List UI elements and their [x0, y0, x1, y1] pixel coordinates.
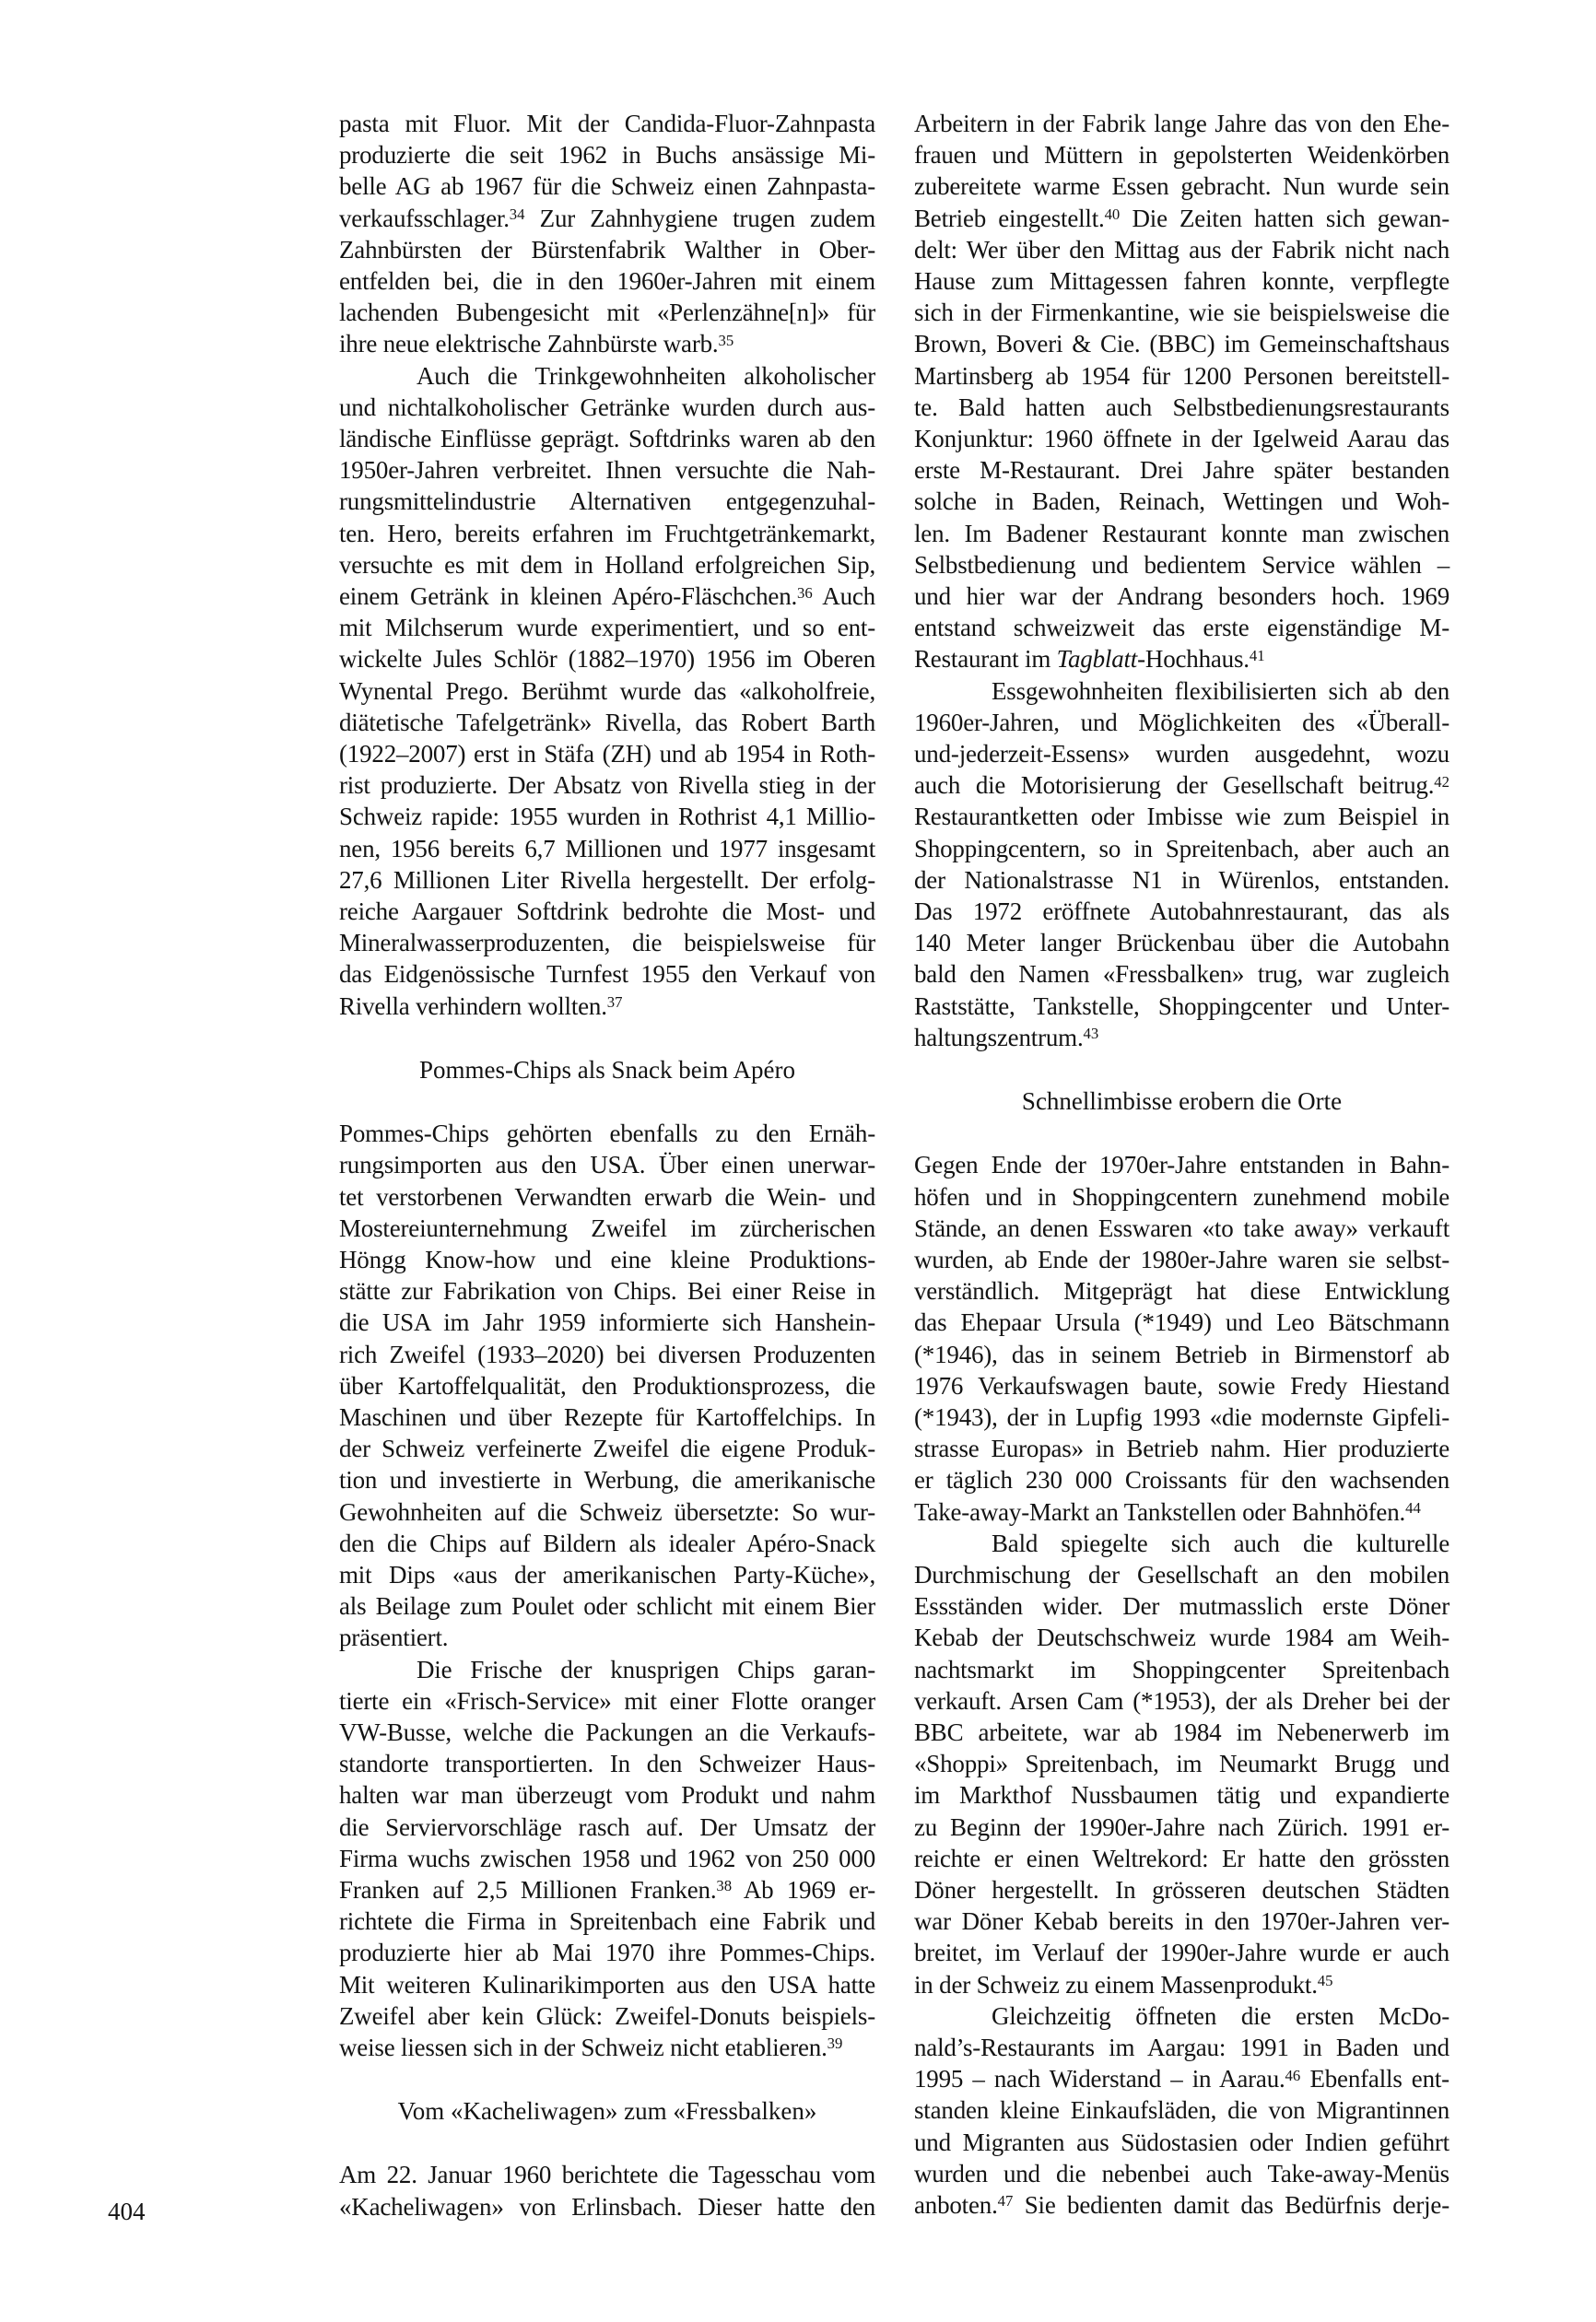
- text-line: wurden, ab Ende der 1980er-Jahre waren sie selbst-: [914, 1245, 1449, 1273]
- footnote-marker: 38: [716, 1877, 733, 1895]
- text-line: das Eidgenössische Turnfest 1955 den Verkauf von: [339, 960, 875, 989]
- text-line: Essständen wider. Der mutmasslich erste Döner: [914, 1592, 1449, 1621]
- text-line: 140 Meter langer Brückenbau über die Autobahn: [914, 929, 1449, 957]
- footnote-marker: 39: [827, 2035, 843, 2053]
- text-line: Maschinen und über Rezepte für Kartoffelchips. In: [339, 1402, 875, 1431]
- text-line: (*1946), das in seinem Betrieb in Birmenstorf ab: [914, 1340, 1449, 1368]
- text-line: Arbeitern in der Fabrik lange Jahre das von den Ehe-: [914, 110, 1449, 137]
- text-line: standen kleine Einkaufsläden, die von Migrantinnen: [914, 2096, 1449, 2125]
- text-line: Auch die Trinkgewohnheiten alkoholischer: [417, 361, 875, 390]
- text-line: Firma wuchs zwischen 1958 und 1962 von 250 000: [339, 1844, 875, 1872]
- text-line: über Kartoffelqualität, den Produktionsprozess, die: [339, 1371, 875, 1400]
- text-line: ihre neue elektrische Zahnbürste warb.$^{35}$: [339, 330, 734, 358]
- footnote-marker: 42: [1434, 772, 1449, 791]
- text-line: Restaurant im Tagblatt-Hochhaus.$^{41}$: [914, 645, 1265, 674]
- text-line: präsentiert.: [339, 1624, 449, 1652]
- text-line: der Schweiz verfeinerte Zweifel die eigene Produk-: [339, 1435, 875, 1463]
- text-line: rist produzierte. Der Absatz von Rivella stieg in der: [339, 771, 875, 800]
- text-line: nald’s-Restaurants im Aargau: 1991 in Baden und: [914, 2033, 1449, 2061]
- text-line: nen, 1956 bereits 6,7 Millionen und 1977 insgesamt: [339, 834, 875, 862]
- text-line: in der Schweiz zu einem Massenprodukt.$^{45}$: [914, 1970, 1333, 1999]
- text-line: Konjunktur: 1960 öffnete in der Igelweid Aarau das: [914, 425, 1449, 453]
- paragraph: [914, 675, 1449, 1053]
- text-line: versuchte es mit dem in Holland erfolgreichen Sip,: [339, 550, 875, 579]
- text-line: rich Zweifel (1933–2020) bei diversen Produzenten: [339, 1340, 875, 1368]
- paragraph: [914, 108, 1449, 675]
- paragraph: [339, 108, 875, 360]
- text-line: verkaufsschlager.$^{34}$ Zur Zahnhygiene trugen zudem: [339, 204, 875, 232]
- text-line: rungsmittelindustrie Alternativen entgegenzuhal-: [339, 487, 875, 516]
- text-line: Brown, Boveri & Cie. (BBC) im Gemeinschaftshaus: [914, 330, 1449, 358]
- text-line: Gewohnheiten auf die Schweiz übersetzte: So wur-: [339, 1497, 875, 1526]
- section-heading: Vom «Kacheliwagen» zum «Fressbalken»: [397, 2097, 817, 2126]
- text-line: «Kacheliwagen» von Erlinsbach. Dieser hatte den: [339, 2192, 875, 2221]
- paragraph: [339, 1118, 875, 1653]
- left-text-column: [339, 108, 875, 2222]
- text-line: sich in der Firmenkantine, wie sie beispielsweise die: [914, 299, 1449, 327]
- footnote-marker: 43: [1083, 1025, 1099, 1043]
- text-line: te. Bald hatten auch Selbstbedienungsrestaurants: [914, 393, 1449, 421]
- text-line: weise liessen sich in der Schweiz nicht etablieren.$^{39}$: [339, 2033, 843, 2061]
- text-line: Bald spiegelte sich auch die kulturelle: [992, 1529, 1449, 1557]
- text-line: produzierte hier ab Mai 1970 ihre Pommes-Chips.: [339, 1939, 875, 1967]
- text-line: der Nationalstrasse N1 in Würenlos, entstanden.: [914, 865, 1449, 894]
- text-line: bald den Namen «Fressbalken» trug, war zugleich: [914, 960, 1449, 989]
- text-line: entfelden bei, die in den 1960er-Jahren mit einem: [339, 267, 875, 296]
- text-line: anboten.$^{47}$ Sie bedienten damit das Bedürfnis derje-: [914, 2191, 1449, 2219]
- text-line: breitet, im Verlauf der 1990er-Jahre wurde er auch: [914, 1939, 1449, 1967]
- text-line: mit Milchserum wurde experimentiert, und so ent-: [339, 614, 875, 642]
- text-line: stätte zur Fabrikation von Chips. Bei einer Reise in: [339, 1277, 875, 1306]
- text-line: und-jederzeit-Essens» wurden ausgedehnt, wozu: [914, 740, 1449, 768]
- text-line: Essgewohnheiten flexibilisierten sich ab den: [992, 676, 1449, 705]
- text-line: Döner hergestellt. In grösseren deutschen Städten: [914, 1875, 1449, 1904]
- text-line: Raststätte, Tankstelle, Shoppingcenter und Unter-: [914, 991, 1449, 1020]
- text-line: Zweifel aber kein Glück: Zweifel-Donuts beispiels-: [339, 2001, 875, 2030]
- text-line: BBC arbeitete, war ab 1984 im Nebenerwerb im: [914, 1718, 1449, 1746]
- text-line: Schweiz rapide: 1955 wurden in Rothrist 4,1 Millio-: [339, 803, 875, 831]
- text-line: 1960er-Jahren, und Möglichkeiten des «Überall-: [914, 708, 1449, 736]
- text-line: 1950er-Jahren verbreitet. Ihnen versuchte die Nah-: [339, 456, 875, 485]
- text-line: verkauft. Arsen Cam (*1953), der als Dreher bei der: [914, 1686, 1449, 1715]
- footnote-marker: 46: [1285, 2066, 1301, 2084]
- footnote-marker: 34: [509, 205, 525, 224]
- page-number: 404: [108, 2198, 146, 2225]
- text-line: ten. Hero, bereits erfahren im Fruchtgetränkemarkt,: [339, 519, 875, 547]
- text-line: pasta mit Fluor. Mit der Candida-Fluor-Zahnpasta: [339, 110, 875, 137]
- text-line: Wynental Prego. Berühmt wurde das «alkoholfreie,: [339, 676, 875, 705]
- text-line: Gleichzeitig öffneten die ersten McDo-: [992, 2001, 1449, 2030]
- text-line: zubereitete warme Essen gebracht. Nun wurde sein: [914, 172, 1449, 201]
- text-line: im Markthof Nussbaumen tätig und expandierte: [914, 1781, 1449, 1810]
- footnote-marker: 45: [1317, 1972, 1333, 1990]
- right-text-column: [914, 108, 1449, 2221]
- text-line: Selbstbedienung und bedientem Service wählen –: [914, 550, 1449, 579]
- text-line: Restaurantketten oder Imbisse wie zum Beispiel in: [914, 803, 1449, 831]
- text-line: Stände, an denen Esswaren «to take away» verkauft: [914, 1214, 1449, 1242]
- text-line: Kebab der Deutschschweiz wurde 1984 am Weih-: [914, 1624, 1449, 1652]
- section-heading: Pommes-Chips als Snack beim Apéro: [419, 1055, 795, 1084]
- text-line: 27,6 Millionen Liter Rivella hergestellt. Der erfolg-: [339, 865, 875, 894]
- text-line: Betrieb eingestellt.$^{40}$ Die Zeiten hatten sich gewan-: [914, 204, 1450, 232]
- text-line: Franken auf 2,5 Millionen Franken.$^{38}$ Ab 1969 er-: [339, 1875, 875, 1904]
- text-line: Die Frische der knusprigen Chips garan-: [417, 1655, 875, 1683]
- text-line: Take-away-Markt an Tankstellen oder Bahnhöfen.$^{44}$: [914, 1497, 1421, 1526]
- text-line: (1922–2007) erst in Stäfa (ZH) und ab 1954 in Roth-: [339, 740, 875, 768]
- paragraph: [914, 1149, 1449, 1527]
- text-line: Zahnbürsten der Bürstenfabrik Walther in Ober-: [339, 235, 875, 264]
- section-heading: Schnellimbisse erobern die Orte: [1021, 1087, 1343, 1116]
- text-line: Mostereiunternehmung Zweifel im zürcherischen: [339, 1214, 875, 1242]
- text-line: entstand schweizweit das erste eigenständige M-: [914, 614, 1449, 642]
- text-line: VW-Busse, welche die Packungen an die Verkaufs-: [339, 1718, 875, 1746]
- text-line: den die Chips auf Bildern als idealer Apéro-Snack: [339, 1529, 875, 1557]
- footnote-marker: 41: [1249, 646, 1265, 664]
- text-line: belle AG ab 1967 für die Schweiz einen Zahnpasta-: [339, 172, 875, 201]
- text-line: war Döner Kebab bereits in den 1970er-Jahren ver-: [914, 1907, 1449, 1936]
- text-line: tet verstorbenen Verwandten erwarb die Wein- und: [339, 1182, 875, 1211]
- paragraph: [914, 1528, 1449, 2000]
- text-line: lachenden Bubengesicht mit «Perlenzähne[n]» für: [339, 299, 875, 327]
- text-line: richtete die Firma in Spreitenbach eine Fabrik und: [339, 1907, 875, 1936]
- text-line: reiche Aargauer Softdrink bedrohte die Most- und: [339, 897, 875, 926]
- text-line: «Shoppi» Spreitenbach, im Neumarkt Brugg und: [914, 1750, 1449, 1778]
- text-line: Rivella verhindern wollten.$^{37}$: [339, 991, 623, 1020]
- text-line: produzierte die seit 1962 in Buchs ansässige Mi-: [339, 141, 875, 170]
- text-line: diätetische Tafelgetränk» Rivella, das Robert Barth: [339, 708, 875, 736]
- text-line: er täglich 230 000 Croissants für den wachsenden: [914, 1466, 1449, 1495]
- text-line: Shoppingcentern, so in Spreitenbach, aber auch an: [914, 834, 1449, 862]
- text-line: Hause zum Mittagessen fahren konnte, verpflegte: [914, 267, 1449, 296]
- text-line: Martinsberg ab 1954 für 1200 Personen bereitstell-: [914, 361, 1449, 390]
- paragraph: [339, 1654, 875, 2064]
- footnote-marker: 35: [718, 331, 734, 349]
- text-line: 1976 Verkaufswagen baute, sowie Fredy Hiestand: [914, 1371, 1449, 1400]
- footnote-marker: 36: [797, 583, 813, 602]
- text-line: Pommes-Chips gehörten ebenfalls zu den Ernäh-: [339, 1120, 875, 1148]
- text-line: die USA im Jahr 1959 informierte sich Hanshein-: [339, 1308, 875, 1337]
- footnote-marker: 40: [1104, 205, 1121, 224]
- text-line: einem Getränk in kleinen Apéro-Fläschchen.$^{36}$ Auch: [339, 582, 875, 611]
- text-line: halten war man überzeugt vom Produkt und nahm: [339, 1781, 875, 1810]
- text-line: das Ehepaar Ursula (*1949) und Leo Bätschmann: [914, 1308, 1449, 1337]
- text-line: 1995 – nach Widerstand – in Aarau.$^{46}$ Ebenfalls ent-: [914, 2065, 1449, 2093]
- text-line: wickelte Jules Schlör (1882–1970) 1956 im Oberen: [339, 645, 875, 674]
- text-line: und Migranten aus Südostasien oder Indien geführt: [914, 2128, 1449, 2156]
- text-line: standorte transportierten. In den Schweizer Haus-: [339, 1750, 875, 1778]
- footnote-marker: 37: [606, 993, 623, 1012]
- text-line: auch die Motorisierung der Gesellschaft beitrug.$^{42}$: [914, 771, 1449, 800]
- text-line: len. Im Badener Restaurant konnte man zwischen: [914, 519, 1449, 547]
- text-line: höfen und in Shoppingcentern zunehmend mobile: [914, 1182, 1449, 1211]
- text-line: delt: Wer über den Mittag aus der Fabrik nicht nach: [914, 235, 1449, 264]
- footnote-marker: 47: [997, 2192, 1014, 2211]
- text-line: nachtsmarkt im Shoppingcenter Spreitenbach: [914, 1655, 1449, 1683]
- text-line: ländische Einflüsse geprägt. Softdrinks waren ab den: [339, 425, 875, 453]
- text-line: rungsimporten aus den USA. Über einen unerwar-: [339, 1151, 875, 1179]
- text-line: mit Dips «aus der amerikanischen Party-Küche»,: [339, 1560, 875, 1589]
- text-line: zu Beginn der 1990er-Jahre nach Zürich. 1991 er-: [914, 1812, 1449, 1841]
- text-line: verständlich. Mitgeprägt hat diese Entwicklung: [914, 1277, 1449, 1306]
- text-line: Das 1972 eröffnete Autobahnrestaurant, das als: [914, 897, 1449, 926]
- text-line: Gegen Ende der 1970er-Jahre entstanden in Bahn-: [914, 1151, 1449, 1179]
- text-line: Am 22. Januar 1960 berichtete die Tagesschau vom: [339, 2161, 875, 2189]
- text-line: tion und investierte in Werbung, die amerikanische: [339, 1466, 875, 1495]
- text-line: tierte ein «Frisch-Service» mit einer Flotte oranger: [339, 1686, 875, 1715]
- text-line: strasse Europas» in Betrieb nahm. Hier produzierte: [914, 1435, 1449, 1463]
- text-line: Mineralwasserproduzenten, die beispielsweise für: [339, 929, 875, 957]
- text-line: Höngg Know-how und eine kleine Produktions-: [339, 1245, 875, 1273]
- text-line: solche in Baden, Reinach, Wettingen und Woh-: [914, 487, 1449, 516]
- text-line: und hier war der Andrang besonders hoch. 1969: [914, 582, 1449, 611]
- text-line: frauen und Müttern in gepolsterten Weidenkörben: [914, 141, 1449, 170]
- text-line: als Beilage zum Poulet oder schlicht mit einem Bier: [339, 1592, 875, 1621]
- footnote-marker: 44: [1405, 1499, 1421, 1517]
- paragraph: [914, 2000, 1449, 2221]
- text-line: Mit weiteren Kulinarikimporten aus den USA hatte: [339, 1970, 875, 1999]
- text-line: die Serviervorschläge rasch auf. Der Umsatz der: [339, 1812, 875, 1841]
- paragraph: [339, 2159, 875, 2222]
- text-line: (*1943), der in Lupfig 1993 «die modernste Gipfeli-: [914, 1402, 1449, 1431]
- text-line: erste M-Restaurant. Drei Jahre später bestanden: [914, 456, 1449, 485]
- text-line: reichte er einen Weltrekord: Er hatte den grössten: [914, 1844, 1449, 1872]
- text-line: Durchmischung der Gesellschaft an den mobilen: [914, 1560, 1449, 1589]
- text-line: haltungszentrum.$^{43}$: [914, 1023, 1099, 1051]
- paragraph: [339, 360, 875, 1022]
- text-line: und nichtalkoholischer Getränke wurden durch aus-: [339, 393, 875, 421]
- italic-text: Tagblatt: [1056, 645, 1138, 674]
- text-line: wurden und die nebenbei auch Take-away-Menüs: [914, 2159, 1449, 2187]
